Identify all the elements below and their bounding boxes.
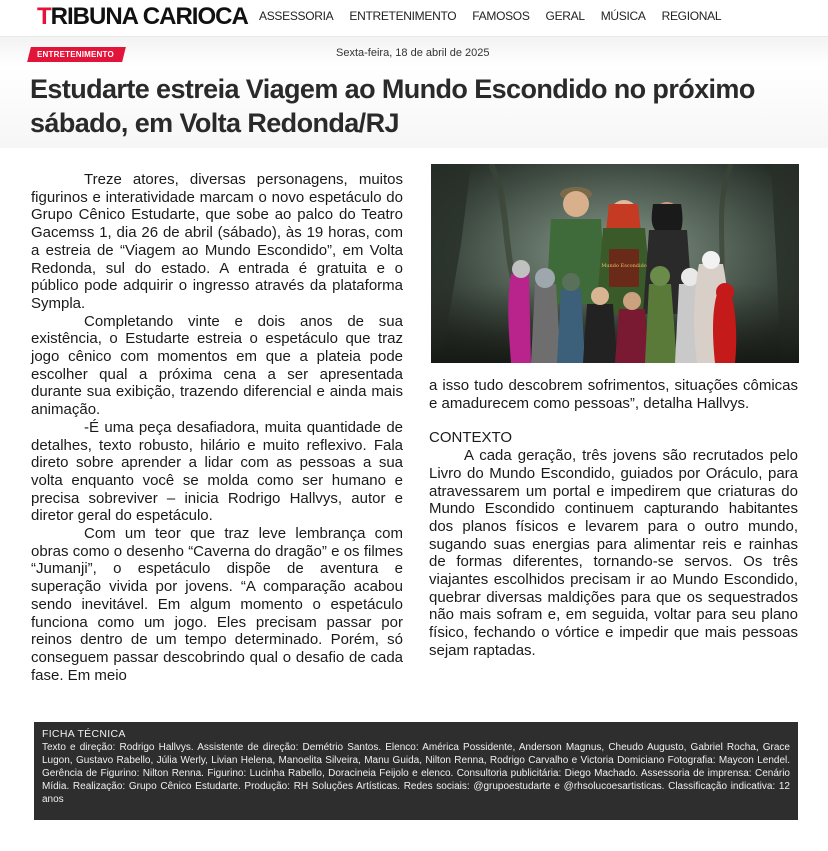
book-cover-text: Mundo Escondido xyxy=(601,263,647,269)
credits-text: Texto e direção: Rodrigo Hallvys. Assistente de direção: Demétrio Santos. Elenco: América Possidente, Anderson Magnus, Cheudo Augusto, Gabriel Rocha, Grace Lugon, Gustavo Rabello, Júlia Werly, Livian Helena, Manoelita Silveira, Manu Guida, Nilton Renna, Rodrigo Carvalho e Victoria Domiciano Fotografia: Maycon Lendel. Gerência de Figurino: Nilton Renna. Figurino: Lucinha Rabello, Doracineia Feijolo e elenco. Consultoria publicitária: Diego Machado. Assessoria de imprensa: Cenário Mídia. Realização: Grupo Cênico Estudarte. Produção: RH Soluções Artísticas. Redes sociais: @grupoestudarte e @rhsolucoesartisticas. Classificação indicativa: 12 anos xyxy=(42,742,790,805)
section-heading: CONTEXTO xyxy=(429,429,513,447)
nav-item-assessoria[interactable]: ASSESSORIA xyxy=(259,9,334,23)
nav-item-regional[interactable]: REGIONAL xyxy=(661,9,722,23)
article-paragraph: A cada geração, três jovens são recrutados pelo Livro do Mundo Escondido, guiados por Oráculo, para atravessarem um portal e impedirem que criaturas do Mundo Escondido continuem capturando habitantes dos planos físicos e levarem para o outro mundo, sugando suas energias para alimentar reis e rainhas de formas diferentes, tornando-se servos. Os três viajantes escolhidos precisam ir ao Mundo Escondido, quebrar diversas maldições para que os sequestrados não mais sofram e, em seguida, voltar para seu plano físico, fechando o vórtice e impedir que mais pessoas sejam raptadas. xyxy=(429,447,798,659)
main-menu xyxy=(259,9,737,23)
category-badge[interactable] xyxy=(27,47,126,62)
top-navigation-bar xyxy=(0,0,828,37)
cast-photo xyxy=(431,164,799,363)
cast-photo-illustration xyxy=(431,164,799,363)
nav-item-famosos[interactable]: FAMOSOS xyxy=(472,9,530,23)
article-left-column xyxy=(31,171,403,684)
logo-rest: RIBUNA CARIOCA xyxy=(50,3,248,30)
nav-item-musica[interactable]: MÚSICA xyxy=(600,9,646,23)
article-paragraph: a isso tudo descobrem sofrimentos, situações cômicas e amadurecem como pessoas”, detalha Hallvys. xyxy=(429,377,798,412)
publish-date: Sexta-feira, 18 de abril de 2025 xyxy=(336,47,490,59)
category-label: ENTRETENIMENTO xyxy=(37,50,114,59)
article-paragraph: -É uma peça desafiadora, muita quantidade de detalhes, texto robusto, hilário e muito reflexivo. Fala direto sobre aprender a lidar com as pessoas a sua volta enquanto você se molda como ser humano e precisa sobreviver – inicia Rodrigo Hallvys, autor e diretor geral do espetáculo. xyxy=(31,418,403,525)
article-title: Estudarte estreia Viagem ao Mundo Escondido no próximo sábado, em Volta Redonda/RJ xyxy=(30,74,755,138)
article-paragraph: Completando vinte e dois anos de sua existência, o Estudarte estreia o espetáculo que traz jogo cênico com momentos em que a plateia pode escolher qual a próxima cena a ser apresentada durante sua exibição, trazendo diferencial e ainda mais animação. xyxy=(31,312,403,419)
site-logo[interactable] xyxy=(37,2,248,32)
credits-box xyxy=(34,722,798,820)
nav-item-geral[interactable]: GERAL xyxy=(545,9,585,23)
nav-item-entretenimento[interactable]: ENTRETENIMENTO xyxy=(349,9,457,23)
article-paragraph: Treze atores, diversas personagens, muitos figurinos e interatividade marcam o novo espetáculo do Grupo Cênico Estudarte, que sobe ao palco do Teatro Gacemss 1, dia 26 de abril (sábado), às 19 horas, com a estreia de “Viagem ao Mundo Escondido”, em Volta Redonda, sul do estado. A entrada é gratuita e o público pode adquirir o ingresso através da plataforma Sympla. xyxy=(31,171,403,312)
logo-first-letter: T xyxy=(37,3,51,30)
credits-label: FICHA TÉCNICA xyxy=(42,728,126,740)
article-paragraph: Com um teor que traz leve lembrança com obras como o desenho “Caverna do dragão” e os filmes “Jumanji”, o espetáculo dispõe de aventura e superação vivida por jovens. “A comparação acabou sendo inevitável. Em algum momento o espetáculo funciona como um jogo. Eles precisam passar por reinos dentro de um tempo determinado. Porém, só conseguem passar descobrindo qual o desafio de cada fase. Em meio xyxy=(31,525,403,684)
article-right-column xyxy=(429,377,798,660)
